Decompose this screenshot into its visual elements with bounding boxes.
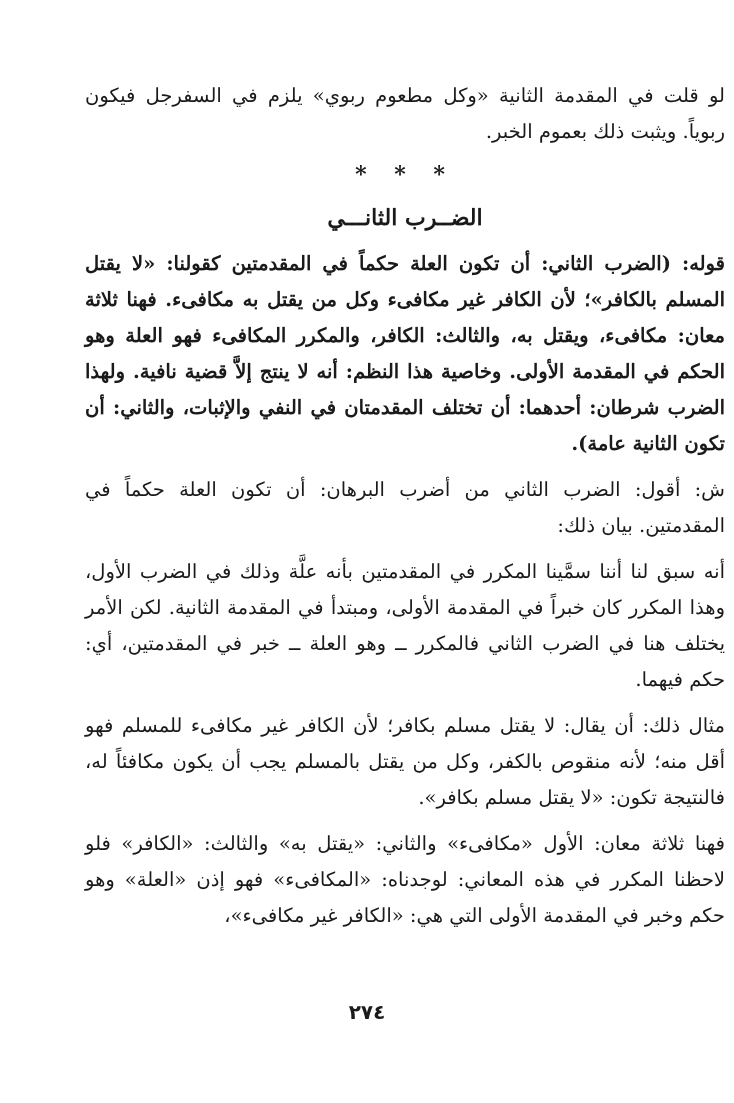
section-separator: * * * bbox=[355, 162, 455, 188]
section-heading: الضــرب الثانـــي bbox=[327, 205, 483, 231]
page-body bbox=[85, 78, 725, 934]
paragraph-quote: قوله: (الضرب الثاني: أن تكون العلة حكماً في المقدمتين كقولنا: «لا يقتل المسلم بالكافر»؛ لأن الكافر غير مكافىء وكل من يقتل به مكافىء. فهنا ثلاثة معان: مكافىء، ويقتل به، والثالث: الكافر، والمكرر المكافىء فهو العلة وهو الحكم في المقدمة الأولى. وخاصية هذا النظم: أنه لا ينتج إلاَّ قضية نافية. ولهذا الضرب شرطان: أحدهما: أن تختلف المقدمتان في النفي والإثبات، والثاني: أن تكون الثانية عامة). bbox=[85, 252, 725, 455]
paragraph-commentary-intro: ش: أقول: الضرب الثاني من أضرب البرهان: أن تكون العلة حكماً في المقدمتين. بيان ذلك: bbox=[85, 478, 725, 537]
page-number: ٢٧٤ bbox=[348, 1000, 386, 1024]
paragraph-explanation: أنه سبق لنا أننا سمَّينا المكرر في المقدمتين بأنه علَّة وذلك في الضرب الأول، وهذا المكرر كان خبراً في المقدمة الأولى، ومبتدأ في المقدمة الثانية. لكن الأمر يختلف هنا في الضرب الثاني فالمكرر ــ وهو العلة ــ خبر في المقدمتين، أي: حكم فيهما. bbox=[85, 560, 725, 691]
paragraph-meanings: فهنا ثلاثة معان: الأول «مكافىء» والثاني: «يقتل به» والثالث: «الكافر» فلو لاحظنا المكرر في هذه المعاني: لوجدناه: «المكافىء» فهو إذن «العلة» وهو حكم وخبر في المقدمة الأولى التي هي: «الكافر غير مكافىء»، bbox=[85, 832, 725, 927]
paragraph-1: لو قلت في المقدمة الثانية «وكل مطعوم ربوي» يلزم في السفرجل فيكون ربوياً. ويثبت ذلك بعموم الخبر. bbox=[85, 84, 725, 143]
paragraph-example: مثال ذلك: أن يقال: لا يقتل مسلم بكافر؛ لأن الكافر غير مكافىء للمسلم فهو أقل منه؛ لأنه منقوص بالكفر، وكل من يقتل بالمسلم يجب أن يكون مكافئاً له، فالنتيجة تكون: «لا يقتل مسلم بكافر». bbox=[85, 714, 725, 809]
